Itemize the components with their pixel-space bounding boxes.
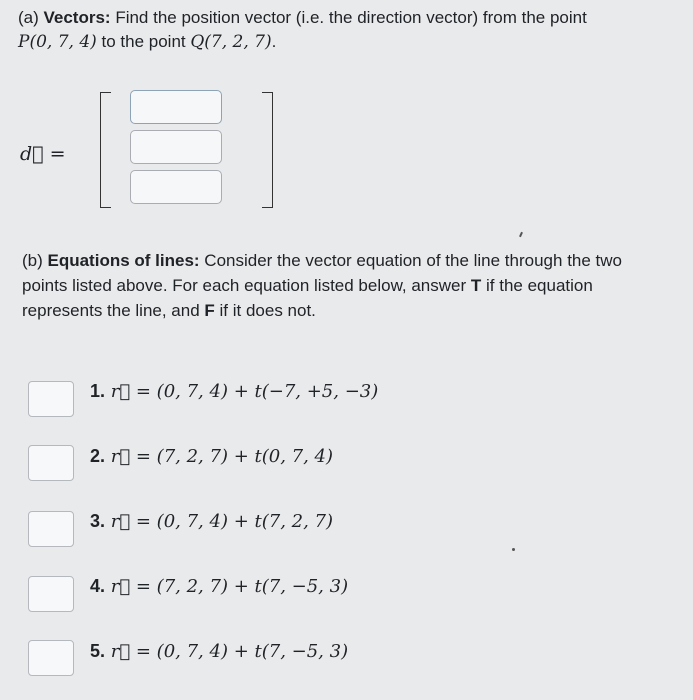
part-b-heading: Equations of lines:: [47, 251, 200, 270]
option-1-number: 1.: [90, 381, 106, 401]
option-2-number: 2.: [90, 446, 106, 466]
part-a-end: .: [271, 32, 277, 51]
part-b-text-1: Consider the vector equation of the line through the two points listed above. For each equation listed below, answer: [22, 251, 622, 295]
vector-component-1-input[interactable]: [130, 90, 222, 124]
stray-dot-mark: [512, 548, 515, 551]
option-5-number: 5.: [90, 641, 106, 661]
part-a-prefix: (a): [18, 8, 44, 27]
part-a-prompt: [18, 6, 678, 54]
option-3-number: 3.: [90, 511, 106, 531]
vector-component-2-input[interactable]: [130, 130, 222, 164]
option-1-equation: [90, 381, 378, 402]
option-2-eq: r⃗ = (7, 2, 7) + t(0, 7, 4): [110, 446, 334, 467]
option-2-answer-box[interactable]: [28, 445, 74, 481]
point-q: Q(7, 2, 7): [190, 32, 272, 52]
stray-pen-mark: [519, 232, 523, 237]
part-a-heading: Vectors:: [43, 8, 111, 27]
option-1-answer-box[interactable]: [28, 381, 74, 417]
option-3-eq: r⃗ = (0, 7, 4) + t(7, 2, 7): [110, 511, 334, 532]
option-4-number: 4.: [90, 576, 106, 596]
option-1-eq: r⃗ = (0, 7, 4) + t(−7, +5, −3): [110, 381, 379, 402]
option-4-equation: [90, 576, 348, 597]
option-5-eq: r⃗ = (0, 7, 4) + t(7, −5, 3): [110, 641, 349, 662]
option-3-answer-box[interactable]: [28, 511, 74, 547]
right-bracket: [262, 92, 273, 208]
left-bracket: [100, 92, 111, 208]
part-b-prefix: (b): [22, 251, 48, 270]
option-4-answer-box[interactable]: [28, 576, 74, 612]
part-a-text: Find the position vector (i.e. the direction vector) from the point: [110, 8, 587, 27]
option-4-eq: r⃗ = (7, 2, 7) + t(7, −5, 3): [110, 576, 349, 597]
part-b-text-2: if the equation represents the line, and: [22, 276, 593, 320]
part-b-text-3: if it does not.: [214, 301, 316, 320]
part-a-mid: to the point: [96, 32, 191, 51]
part-b-prompt: [22, 248, 662, 323]
point-p: P(0, 7, 4): [18, 32, 97, 52]
false-letter: F: [204, 301, 215, 320]
option-2-equation: [90, 446, 333, 467]
option-3-equation: [90, 511, 333, 532]
true-letter: T: [470, 276, 482, 295]
option-5-answer-box[interactable]: [28, 640, 74, 676]
option-5-equation: [90, 641, 348, 662]
vector-d-label: d⃗ =: [20, 143, 66, 165]
vector-component-3-input[interactable]: [130, 170, 222, 204]
